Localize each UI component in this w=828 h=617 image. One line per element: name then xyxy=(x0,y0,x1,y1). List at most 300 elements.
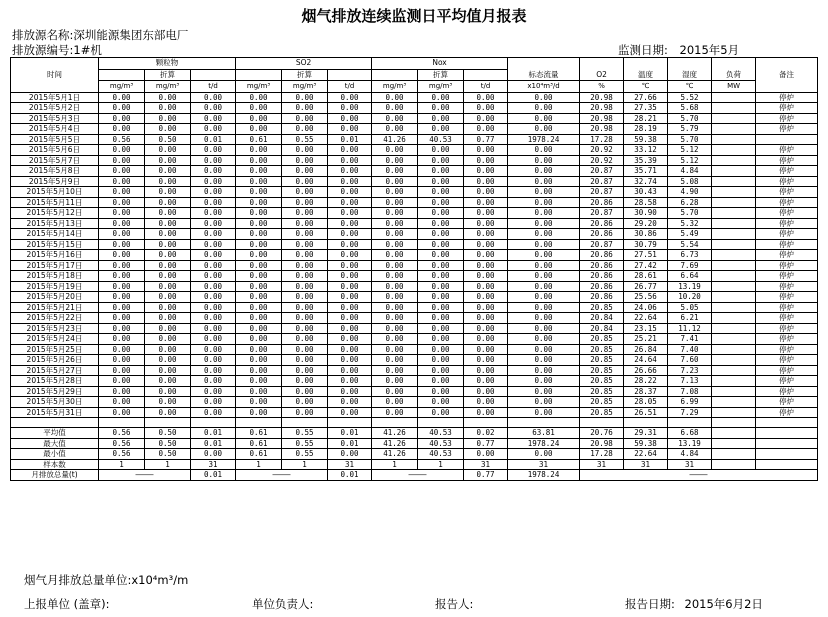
cell-nox-td: 0.00 xyxy=(464,187,508,198)
cell-humidity: 5.70 xyxy=(668,134,712,145)
cell-load xyxy=(712,449,756,460)
cell-flow: 0.00 xyxy=(508,113,580,124)
cell-o2: 20.86 xyxy=(580,218,624,229)
unit-so2-raw: mg/m³ xyxy=(236,81,282,93)
cell-so2-td: 0.00 xyxy=(328,355,372,366)
cell-so2-mg: 0.61 xyxy=(236,134,282,145)
cell-temp: 33.12 xyxy=(624,145,668,156)
cell-o2: 20.86 xyxy=(580,260,624,271)
cell-temp: 29.20 xyxy=(624,218,668,229)
cell-nox-mg: 0.00 xyxy=(372,376,418,387)
cell-so2-converted: 0.00 xyxy=(282,281,328,292)
cell-nox-td: 0.00 xyxy=(464,208,508,219)
cell-humidity: 6.73 xyxy=(668,250,712,261)
cell-so2-mg: 0.00 xyxy=(236,281,282,292)
cell-nox-td: 0.00 xyxy=(464,155,508,166)
cell-nox-mg: 0.00 xyxy=(372,281,418,292)
cell-so2-td: 0.00 xyxy=(328,92,372,103)
cell-flow: 0.00 xyxy=(508,355,580,366)
cell-so2-converted: 0.00 xyxy=(282,292,328,303)
cell-particulate-converted: 0.00 xyxy=(145,218,191,229)
cell-o2: 20.85 xyxy=(580,302,624,313)
cell-so2-td: 0.00 xyxy=(328,386,372,397)
cell-particulate-converted: 0.00 xyxy=(145,376,191,387)
cell-flow: 0.00 xyxy=(508,229,580,240)
col-nox-header: Nox xyxy=(372,58,508,70)
cell-so2-td: 0.00 xyxy=(328,166,372,177)
source-name-label: 排放源名称: xyxy=(12,28,74,42)
cell-nox-td: 31 xyxy=(464,459,508,470)
cell-humidity: 6.21 xyxy=(668,313,712,324)
cell-particulate-converted: 0.00 xyxy=(145,334,191,345)
source-name: 深圳能源集团东部电厂 xyxy=(73,28,189,42)
cell-so2-td: 0.01 xyxy=(328,438,372,449)
cell-o2: 20.85 xyxy=(580,376,624,387)
cell-flow: 0.00 xyxy=(508,239,580,250)
daily-rows xyxy=(11,92,818,418)
cell-nox-td: 0.00 xyxy=(464,386,508,397)
cell-humidity: 13.19 xyxy=(668,438,712,449)
cell-temp: 30.79 xyxy=(624,239,668,250)
cell-particulate-mg: 0.00 xyxy=(99,302,145,313)
particulate-converted-sub: 折算 xyxy=(145,69,191,81)
cell-date: 2015年5月30日 xyxy=(11,397,99,408)
cell-nox-converted: 0.00 xyxy=(418,397,464,408)
cell-flow: 0.00 xyxy=(508,103,580,114)
so2-td-sub xyxy=(328,69,372,81)
cell-particulate-converted: 0.00 xyxy=(145,187,191,198)
cell-temp: 23.15 xyxy=(624,323,668,334)
cell-flow: 0.00 xyxy=(508,208,580,219)
cell-flow: 0.00 xyxy=(508,155,580,166)
cell-remark xyxy=(756,134,818,145)
cell-so2-td: 0.00 xyxy=(328,365,372,376)
cell-so2-td: 0.01 xyxy=(328,428,372,439)
cell-remark: 停炉 xyxy=(756,155,818,166)
cell-particulate-mg: 0.00 xyxy=(99,239,145,250)
cell-nox-converted: 0.00 xyxy=(418,92,464,103)
cell-temp: 26.66 xyxy=(624,365,668,376)
cell-o2: 20.87 xyxy=(580,208,624,219)
cell-so2-td: 0.00 xyxy=(328,271,372,282)
cell-particulate-mg: 1 xyxy=(99,459,145,470)
cell-date: 2015年5月9日 xyxy=(11,176,99,187)
cell-nox-converted: 0.00 xyxy=(418,355,464,366)
cell-particulate-mg: 0.00 xyxy=(99,313,145,324)
cell-nox-td: 0.00 xyxy=(464,449,508,460)
cell-nox-converted: 0.00 xyxy=(418,407,464,418)
cell-humidity: 5.12 xyxy=(668,145,712,156)
cell-remark xyxy=(756,428,818,439)
cell-nox-mg: 0.00 xyxy=(372,355,418,366)
cell-load xyxy=(712,155,756,166)
cell-date: 2015年5月15日 xyxy=(11,239,99,250)
cell-remark: 停炉 xyxy=(756,271,818,282)
cell-temp: 31 xyxy=(624,459,668,470)
so2-converted-sub: 折算 xyxy=(282,69,328,81)
cell-flow: 31 xyxy=(508,459,580,470)
cell-flow: 0.00 xyxy=(508,397,580,408)
cell-particulate-td: 0.00 xyxy=(191,145,236,156)
cell-particulate-converted: 0.00 xyxy=(145,92,191,103)
cell-particulate-mg: 0.00 xyxy=(99,271,145,282)
cell-load xyxy=(712,239,756,250)
cell-so2-td: 0.00 xyxy=(328,155,372,166)
cell-temp: 29.31 xyxy=(624,428,668,439)
table-row xyxy=(11,281,818,292)
cell-particulate-converted: 0.50 xyxy=(145,134,191,145)
cell-particulate-converted: 0.00 xyxy=(145,176,191,187)
cell-nox-converted: 0.00 xyxy=(418,197,464,208)
cell-so2-td: 0.00 xyxy=(328,113,372,124)
cell-nox-converted: 0.00 xyxy=(418,113,464,124)
cell-so2-td: 0.00 xyxy=(328,397,372,408)
report-date: 2015年6月2日 xyxy=(684,597,763,611)
monthly-total-nox-dash: ———— xyxy=(372,470,464,481)
cell-nox-mg: 0.00 xyxy=(372,103,418,114)
responsible-label: 单位负责人: xyxy=(252,597,314,611)
cell-load xyxy=(712,250,756,261)
cell-humidity: 5.12 xyxy=(668,155,712,166)
cell-particulate-td: 0.00 xyxy=(191,208,236,219)
cell-nox-mg: 0.00 xyxy=(372,323,418,334)
cell-temp: 22.64 xyxy=(624,449,668,460)
cell-particulate-mg: 0.00 xyxy=(99,386,145,397)
cell-load xyxy=(712,176,756,187)
cell-o2: 20.92 xyxy=(580,145,624,156)
cell-flow: 0.00 xyxy=(508,407,580,418)
cell-temp: 35.39 xyxy=(624,155,668,166)
cell-o2: 20.85 xyxy=(580,407,624,418)
cell-nox-converted: 0.00 xyxy=(418,281,464,292)
cell-remark: 停炉 xyxy=(756,197,818,208)
summary-row xyxy=(11,428,818,439)
cell-nox-converted: 0.00 xyxy=(418,271,464,282)
cell-temp: 25.56 xyxy=(624,292,668,303)
cell-nox-mg: 0.00 xyxy=(372,197,418,208)
cell-remark: 停炉 xyxy=(756,344,818,355)
table-row xyxy=(11,292,818,303)
cell-so2-mg: 0.00 xyxy=(236,355,282,366)
table-row xyxy=(11,302,818,313)
cell-particulate-td: 0.00 xyxy=(191,292,236,303)
table-row xyxy=(11,260,818,271)
cell-humidity: 7.29 xyxy=(668,407,712,418)
cell-nox-mg: 0.00 xyxy=(372,292,418,303)
cell-humidity: 5.68 xyxy=(668,103,712,114)
cell-nox-td: 0.00 xyxy=(464,292,508,303)
monitor-date-line xyxy=(618,42,739,58)
cell-particulate-converted: 0.00 xyxy=(145,250,191,261)
cell-temp: 28.19 xyxy=(624,124,668,135)
cell-date: 2015年5月18日 xyxy=(11,271,99,282)
cell-date: 2015年5月24日 xyxy=(11,334,99,345)
cell-nox-td: 0.00 xyxy=(464,239,508,250)
cell-so2-mg: 0.00 xyxy=(236,407,282,418)
cell-date: 2015年5月12日 xyxy=(11,208,99,219)
table-row xyxy=(11,397,818,408)
cell-o2: 20.92 xyxy=(580,155,624,166)
cell-flow: 0.00 xyxy=(508,218,580,229)
particulate-td-sub xyxy=(191,69,236,81)
cell-so2-converted: 0.00 xyxy=(282,92,328,103)
cell-particulate-td: 0.00 xyxy=(191,449,236,460)
cell-flow: 63.81 xyxy=(508,428,580,439)
cell-load xyxy=(712,302,756,313)
col-particulate-header: 颗粒物 xyxy=(99,58,236,70)
cell-date: 2015年5月1日 xyxy=(11,92,99,103)
cell-nox-mg: 0.00 xyxy=(372,187,418,198)
cell-flow: 0.00 xyxy=(508,281,580,292)
cell-humidity: 4.84 xyxy=(668,449,712,460)
cell-temp: 59.38 xyxy=(624,438,668,449)
cell-particulate-mg: 0.00 xyxy=(99,365,145,376)
cell-flow: 0.00 xyxy=(508,197,580,208)
cell-load xyxy=(712,92,756,103)
cell-date: 2015年5月11日 xyxy=(11,197,99,208)
cell-remark: 停炉 xyxy=(756,239,818,250)
cell-remark: 停炉 xyxy=(756,407,818,418)
cell-remark: 停炉 xyxy=(756,145,818,156)
cell-particulate-mg: 0.56 xyxy=(99,449,145,460)
unit-particulate-converted: mg/m³ xyxy=(145,81,191,93)
cell-temp: 26.84 xyxy=(624,344,668,355)
monthly-total-so2-dash: ———— xyxy=(236,470,328,481)
cell-nox-mg: 0.00 xyxy=(372,145,418,156)
cell-load xyxy=(712,438,756,449)
cell-humidity: 5.08 xyxy=(668,176,712,187)
cell-nox-converted: 0.00 xyxy=(418,323,464,334)
cell-flow: 0.00 xyxy=(508,145,580,156)
cell-so2-converted: 0.00 xyxy=(282,323,328,334)
cell-date: 2015年5月4日 xyxy=(11,124,99,135)
cell-so2-mg: 0.61 xyxy=(236,438,282,449)
table-row xyxy=(11,365,818,376)
cell-date: 2015年5月21日 xyxy=(11,302,99,313)
cell-so2-td: 0.00 xyxy=(328,229,372,240)
nox-td-sub xyxy=(464,69,508,81)
cell-particulate-td: 0.00 xyxy=(191,92,236,103)
cell-flow: 0.00 xyxy=(508,292,580,303)
cell-load xyxy=(712,113,756,124)
cell-nox-mg: 41.26 xyxy=(372,428,418,439)
cell-so2-converted: 0.00 xyxy=(282,124,328,135)
cell-so2-mg: 0.00 xyxy=(236,239,282,250)
cell-humidity: 6.64 xyxy=(668,271,712,282)
cell-date: 2015年5月26日 xyxy=(11,355,99,366)
cell-nox-mg: 41.26 xyxy=(372,449,418,460)
cell-so2-converted: 0.00 xyxy=(282,334,328,345)
cell-particulate-converted: 0.00 xyxy=(145,302,191,313)
cell-load xyxy=(712,218,756,229)
cell-flow: 0.00 xyxy=(508,176,580,187)
cell-flow: 0.00 xyxy=(508,260,580,271)
cell-so2-mg: 1 xyxy=(236,459,282,470)
cell-particulate-mg: 0.00 xyxy=(99,250,145,261)
cell-nox-mg: 1 xyxy=(372,459,418,470)
cell-nox-mg: 0.00 xyxy=(372,302,418,313)
cell-so2-td: 0.00 xyxy=(328,208,372,219)
cell-nox-converted: 0.00 xyxy=(418,218,464,229)
cell-particulate-mg: 0.00 xyxy=(99,218,145,229)
unit-flow: x10⁴m³/d xyxy=(508,81,580,93)
cell-nox-mg: 0.00 xyxy=(372,250,418,261)
cell-so2-converted: 0.55 xyxy=(282,449,328,460)
cell-so2-converted: 0.00 xyxy=(282,250,328,261)
table-row xyxy=(11,176,818,187)
cell-load xyxy=(712,313,756,324)
cell-load xyxy=(712,344,756,355)
source-id-line xyxy=(12,42,102,58)
cell-humidity: 5.49 xyxy=(668,229,712,240)
cell-remark: 停炉 xyxy=(756,323,818,334)
table-row xyxy=(11,229,818,240)
cell-so2-td: 0.00 xyxy=(328,376,372,387)
cell-temp: 30.43 xyxy=(624,187,668,198)
cell-nox-mg: 0.00 xyxy=(372,344,418,355)
cell-flow: 0.00 xyxy=(508,250,580,261)
cell-so2-mg: 0.00 xyxy=(236,292,282,303)
cell-nox-td: 0.00 xyxy=(464,197,508,208)
col-humidity-header: 湿度 xyxy=(668,58,712,81)
nox-converted-sub: 折算 xyxy=(418,69,464,81)
cell-o2: 20.87 xyxy=(580,166,624,177)
cell-temp: 27.51 xyxy=(624,250,668,261)
cell-temp: 24.64 xyxy=(624,355,668,366)
cell-nox-mg: 0.00 xyxy=(372,386,418,397)
cell-nox-td: 0.00 xyxy=(464,376,508,387)
cell-particulate-td: 0.00 xyxy=(191,260,236,271)
cell-nox-td: 0.00 xyxy=(464,166,508,177)
cell-o2: 20.86 xyxy=(580,197,624,208)
cell-particulate-td: 0.00 xyxy=(191,376,236,387)
cell-nox-mg: 0.00 xyxy=(372,407,418,418)
cell-o2: 20.85 xyxy=(580,355,624,366)
cell-flow: 0.00 xyxy=(508,386,580,397)
cell-so2-mg: 0.00 xyxy=(236,271,282,282)
cell-date: 2015年5月28日 xyxy=(11,376,99,387)
unit-particulate-raw: mg/m³ xyxy=(99,81,145,93)
table-row xyxy=(11,155,818,166)
cell-particulate-converted: 0.00 xyxy=(145,407,191,418)
cell-so2-converted: 0.00 xyxy=(282,113,328,124)
cell-date: 样本数 xyxy=(11,459,99,470)
table-row xyxy=(11,208,818,219)
cell-o2: 20.85 xyxy=(580,397,624,408)
monthly-total-label: 月排放总量(t) xyxy=(11,470,99,481)
cell-o2: 20.98 xyxy=(580,113,624,124)
cell-flow: 1978.24 xyxy=(508,134,580,145)
cell-so2-converted: 0.00 xyxy=(282,386,328,397)
cell-so2-converted: 0.00 xyxy=(282,344,328,355)
cell-flow: 0.00 xyxy=(508,376,580,387)
cell-nox-td: 0.00 xyxy=(464,92,508,103)
cell-particulate-td: 0.00 xyxy=(191,365,236,376)
cell-nox-converted: 0.00 xyxy=(418,166,464,177)
cell-flow: 0.00 xyxy=(508,344,580,355)
cell-nox-converted: 0.00 xyxy=(418,250,464,261)
cell-particulate-td: 0.00 xyxy=(191,197,236,208)
cell-o2: 20.86 xyxy=(580,292,624,303)
cell-temp: 28.61 xyxy=(624,271,668,282)
monthly-total-particulate-td: 0.01 xyxy=(191,470,236,481)
cell-load xyxy=(712,386,756,397)
cell-remark: 停炉 xyxy=(756,187,818,198)
cell-load xyxy=(712,208,756,219)
cell-so2-mg: 0.00 xyxy=(236,124,282,135)
cell-date: 2015年5月6日 xyxy=(11,145,99,156)
cell-particulate-converted: 0.00 xyxy=(145,260,191,271)
cell-flow: 0.00 xyxy=(508,166,580,177)
cell-so2-mg: 0.00 xyxy=(236,166,282,177)
cell-nox-converted: 40.53 xyxy=(418,438,464,449)
blank-separator xyxy=(11,418,818,428)
cell-nox-converted: 1 xyxy=(418,459,464,470)
cell-nox-converted: 0.00 xyxy=(418,302,464,313)
cell-particulate-mg: 0.00 xyxy=(99,113,145,124)
cell-o2: 20.85 xyxy=(580,386,624,397)
cell-nox-td: 0.77 xyxy=(464,134,508,145)
cell-nox-td: 0.02 xyxy=(464,428,508,439)
cell-humidity: 7.13 xyxy=(668,376,712,387)
unit-nox-raw: mg/m³ xyxy=(372,81,418,93)
cell-temp: 59.38 xyxy=(624,134,668,145)
cell-nox-converted: 0.00 xyxy=(418,229,464,240)
cell-so2-mg: 0.00 xyxy=(236,197,282,208)
cell-so2-mg: 0.00 xyxy=(236,145,282,156)
cell-particulate-converted: 0.00 xyxy=(145,124,191,135)
cell-so2-converted: 0.00 xyxy=(282,271,328,282)
cell-o2: 20.87 xyxy=(580,176,624,187)
cell-date: 2015年5月27日 xyxy=(11,365,99,376)
cell-flow: 0.00 xyxy=(508,334,580,345)
col-time-header: 时间 xyxy=(11,58,99,93)
cell-remark: 停炉 xyxy=(756,250,818,261)
cell-load xyxy=(712,292,756,303)
cell-temp: 30.86 xyxy=(624,229,668,240)
cell-so2-mg: 0.00 xyxy=(236,313,282,324)
cell-so2-mg: 0.00 xyxy=(236,365,282,376)
cell-humidity: 5.54 xyxy=(668,239,712,250)
table-row xyxy=(11,145,818,156)
cell-load xyxy=(712,103,756,114)
table-row xyxy=(11,124,818,135)
cell-particulate-converted: 0.00 xyxy=(145,365,191,376)
cell-particulate-td: 0.00 xyxy=(191,187,236,198)
cell-o2: 20.87 xyxy=(580,239,624,250)
cell-humidity: 7.69 xyxy=(668,260,712,271)
cell-remark: 停炉 xyxy=(756,334,818,345)
cell-particulate-mg: 0.00 xyxy=(99,355,145,366)
table-header xyxy=(11,58,818,93)
table-row xyxy=(11,344,818,355)
cell-particulate-converted: 0.00 xyxy=(145,145,191,156)
cell-so2-converted: 0.00 xyxy=(282,239,328,250)
cell-so2-td: 0.00 xyxy=(328,407,372,418)
cell-so2-td: 0.00 xyxy=(328,281,372,292)
cell-particulate-converted: 0.00 xyxy=(145,344,191,355)
cell-nox-converted: 0.00 xyxy=(418,334,464,345)
cell-load xyxy=(712,229,756,240)
cell-particulate-td: 0.00 xyxy=(191,344,236,355)
cell-date: 2015年5月17日 xyxy=(11,260,99,271)
cell-particulate-mg: 0.00 xyxy=(99,334,145,345)
cell-so2-td: 0.00 xyxy=(328,176,372,187)
cell-so2-converted: 0.00 xyxy=(282,229,328,240)
cell-particulate-td: 0.00 xyxy=(191,397,236,408)
cell-so2-converted: 0.00 xyxy=(282,407,328,418)
cell-particulate-converted: 0.00 xyxy=(145,313,191,324)
